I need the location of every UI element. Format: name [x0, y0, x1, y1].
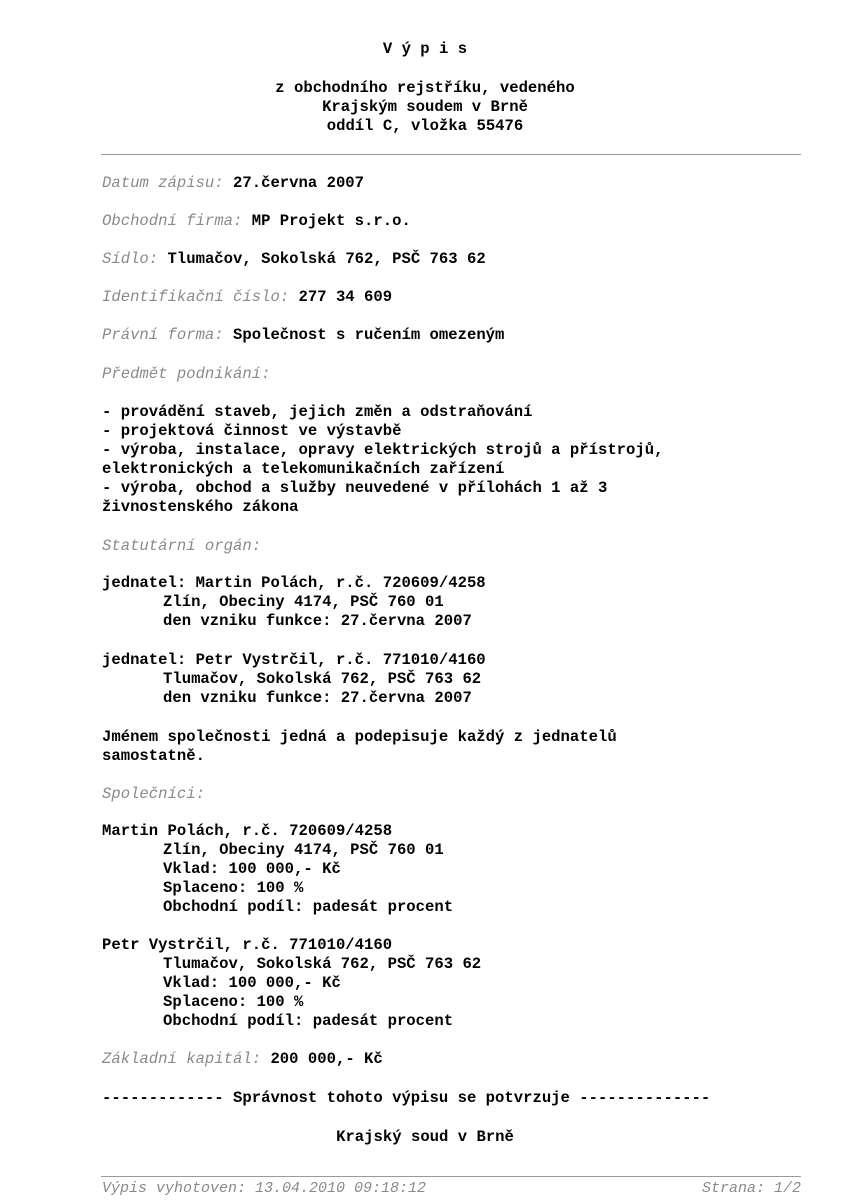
predmet-line: elektronických a telekomunikačních zařízení [102, 460, 505, 478]
field-zakladni-kapital [102, 1050, 383, 1069]
spolecnik-2-podil: Obchodní podíl: padesát procent [163, 1012, 454, 1030]
jednatel-1-line-3: den vzniku funkce: 27.června 2007 [163, 612, 472, 630]
jednani-line-2: samostatně. [102, 747, 205, 765]
confirmation-line: ------------- Správnost tohoto výpisu se potvrzuje -------------- [102, 1089, 711, 1107]
footer-page-number: Strana: 1/2 [701, 1180, 801, 1197]
field-value: 200 000,- Kč [270, 1050, 383, 1068]
field-label: Sídlo: [102, 250, 159, 268]
field-label: Právní forma: [102, 326, 224, 344]
field-label: Obchodní firma: [102, 212, 243, 230]
field-value: Společnost s ručením omezeným [233, 326, 505, 344]
spolecnik-1-vklad: Vklad: 100 000,- Kč [163, 860, 341, 878]
jednani-line-1: Jménem společnosti jedná a podepisuje každý z jednatelů [102, 728, 617, 746]
spolecnik-2-address: Tlumačov, Sokolská 762, PSČ 763 62 [163, 955, 482, 973]
jednatel-2-line-1: jednatel: Petr Vystrčil, r.č. 771010/4160 [102, 651, 486, 669]
jednatel-1-line-2: Zlín, Obeciny 4174, PSČ 760 01 [163, 593, 444, 611]
jednatel-2-line-3: den vzniku funkce: 27.června 2007 [163, 689, 472, 707]
field-value: MP Projekt s.r.o. [251, 212, 411, 230]
jednatel-1-line-1: jednatel: Martin Polách, r.č. 720609/4258 [102, 574, 486, 592]
field-label: Základní kapitál: [102, 1050, 262, 1068]
court-name: Krajský soud v Brně [336, 1128, 514, 1146]
spolecnik-1-splaceno: Splaceno: 100 % [163, 879, 304, 897]
spolecnik-1-address: Zlín, Obeciny 4174, PSČ 760 01 [163, 841, 444, 859]
predmet-line: - výroba, obchod a služby neuvedené v přílohách 1 až 3 [102, 479, 608, 497]
field-pravni-forma [102, 326, 504, 345]
spolecnik-1-podil: Obchodní podíl: padesát procent [163, 898, 454, 916]
field-obchodni-firma [102, 212, 411, 231]
field-label: Identifikační číslo: [102, 288, 290, 306]
spolecnik-2-name: Petr Vystrčil, r.č. 771010/4160 [102, 936, 393, 954]
section-label-predmet: Předmět podnikání: [102, 365, 271, 383]
jednatel-2-line-2: Tlumačov, Sokolská 762, PSČ 763 62 [163, 670, 482, 688]
field-value: Tlumačov, Sokolská 762, PSČ 763 62 [167, 250, 486, 268]
header-line-1: z obchodního rejstříku, vedeného [275, 79, 575, 97]
spolecnik-2-vklad: Vklad: 100 000,- Kč [163, 974, 341, 992]
predmet-line: - výroba, instalace, opravy elektrických strojů a přístrojů, [102, 441, 664, 459]
predmet-line: - projektová činnost ve výstavbě [102, 422, 402, 440]
footer-issued: Výpis vyhotoven: 13.04.2010 09:18:12 [102, 1180, 427, 1197]
field-datum-zapisu [102, 174, 364, 193]
header-line-2: Krajským soudem v Brně [322, 98, 528, 116]
spolecnik-2-splaceno: Splaceno: 100 % [163, 993, 304, 1011]
field-label: Datum zápisu: [102, 174, 224, 192]
header-line-3: oddíl C, vložka 55476 [326, 117, 524, 135]
section-label-spolecnici: Společníci: [102, 785, 205, 803]
footer-divider [101, 1176, 801, 1177]
spolecnik-1-name: Martin Polách, r.č. 720609/4258 [102, 822, 393, 840]
header-divider [101, 154, 801, 155]
predmet-line: živnostenského zákona [102, 498, 299, 516]
document-title: V ý p i s [382, 40, 468, 58]
section-label-statutarni: Statutární orgán: [102, 537, 262, 555]
predmet-line: - provádění staveb, jejich změn a odstraňování [102, 403, 533, 421]
field-sidlo [102, 250, 486, 269]
field-value: 277 34 609 [298, 288, 393, 306]
field-identifikacni-cislo [102, 288, 392, 307]
field-value: 27.června 2007 [233, 174, 365, 192]
